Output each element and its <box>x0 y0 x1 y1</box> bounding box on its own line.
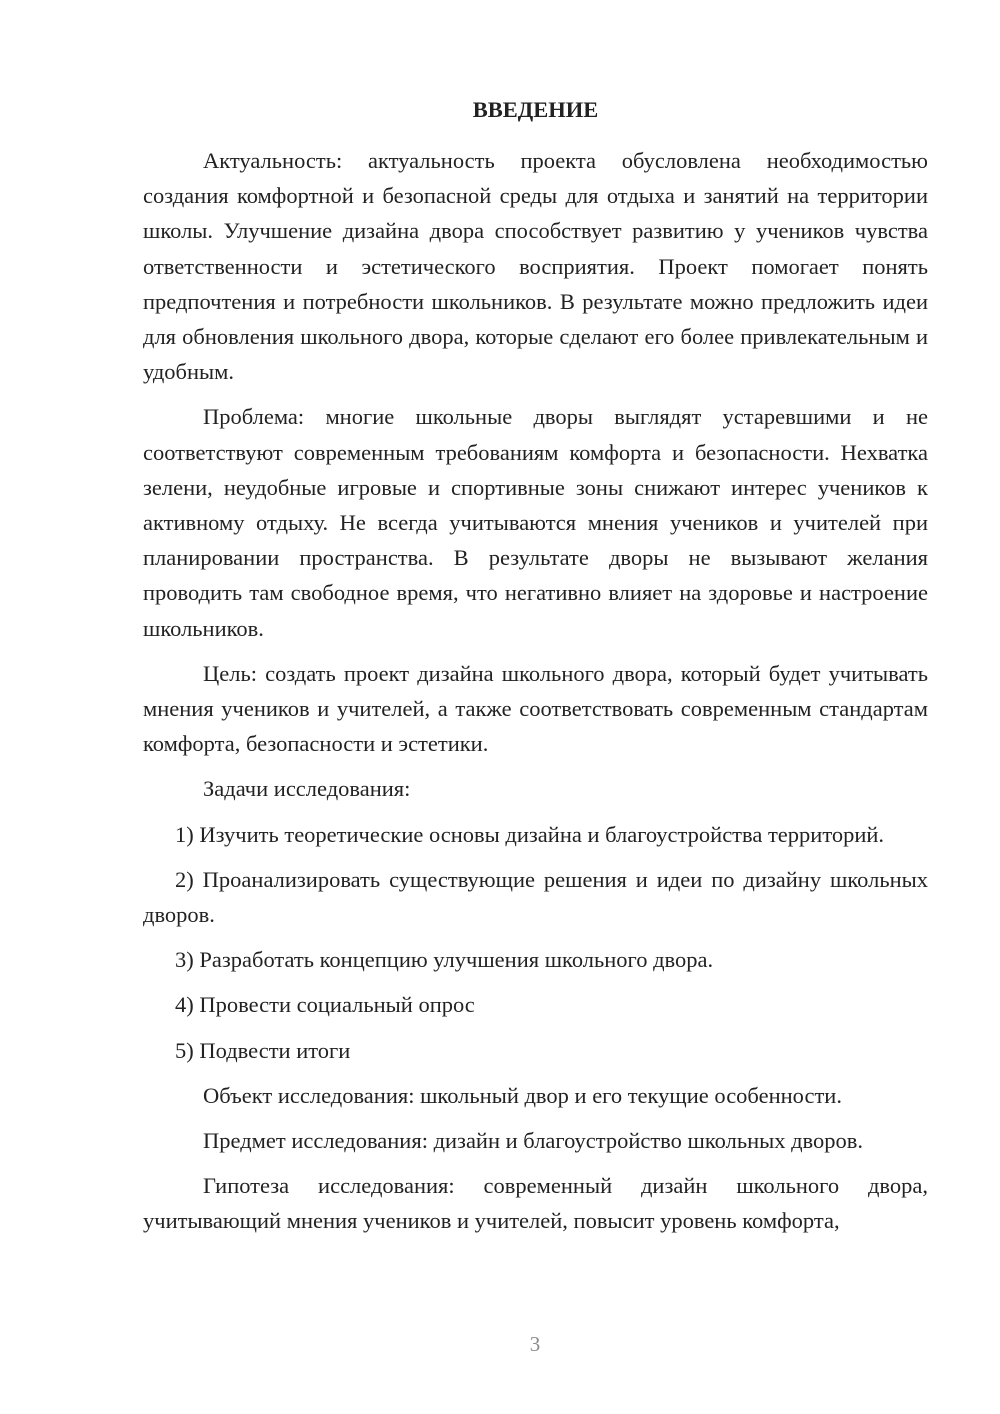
paragraph-tasks-heading: Задачи исследования: <box>203 776 411 802</box>
paragraph-relevance: Актуальность: актуальность проекта обусловлена необходимостью создания комфортной и безопасной среды для отдыха и занятий на территории школы. Улучшение дизайна двора способствует развитию у учеников чувства ответственности и эстетического восприятия. Проект помогает понять предпочтения и потребности школьников. В результате можно предложить идеи для обновления школьного двора, которые сделают его более привлекательным и удобным. <box>143 148 928 385</box>
page-title: ВВЕДЕНИЕ <box>472 97 599 122</box>
paragraph-object: Объект исследования: школьный двор и его текущие особенности. <box>203 1082 842 1108</box>
list-item: 3) Разработать концепцию улучшения школьного двора. <box>175 947 714 973</box>
paragraph-problem: Проблема: многие школьные дворы выглядят устаревшими и не соответствуют современным требованиям комфорта и безопасности. Нехватка зелени, неудобные игровые и спортивные зоны снижают интерес учеников к активному отдыху. Не всегда учитываются мнения учеников и учителей при планировании пространства. В результате дворы не вызывают желания проводить там свободное время, что негативно влияет на здоровье и настроение школьников. <box>143 404 928 641</box>
paragraph-goal: Цель: создать проект дизайна школьного двора, который будет учитывать мнения учеников и учителей, а также соответствовать современным стандартам комфорта, безопасности и эстетики. <box>143 660 928 757</box>
paragraph-hypothesis: Гипотеза исследования: современный дизайн школьного двора, учитывающий мнения учеников и учителей, повысит уровень комфорта, <box>143 1173 928 1234</box>
list-item: 5) Подвести итоги <box>175 1037 351 1063</box>
list-item: 4) Провести социальный опрос <box>175 992 475 1018</box>
paragraph-subject: Предмет исследования: дизайн и благоустройство школьных дворов. <box>203 1128 864 1154</box>
list-item: 2) Проанализировать существующие решения и идеи по дизайну школьных дворов. <box>143 866 928 928</box>
document-page <box>143 92 928 1249</box>
list-item: 1) Изучить теоретические основы дизайна и благоустройства территорий. <box>175 821 885 847</box>
page-number: 3 <box>529 1332 541 1356</box>
